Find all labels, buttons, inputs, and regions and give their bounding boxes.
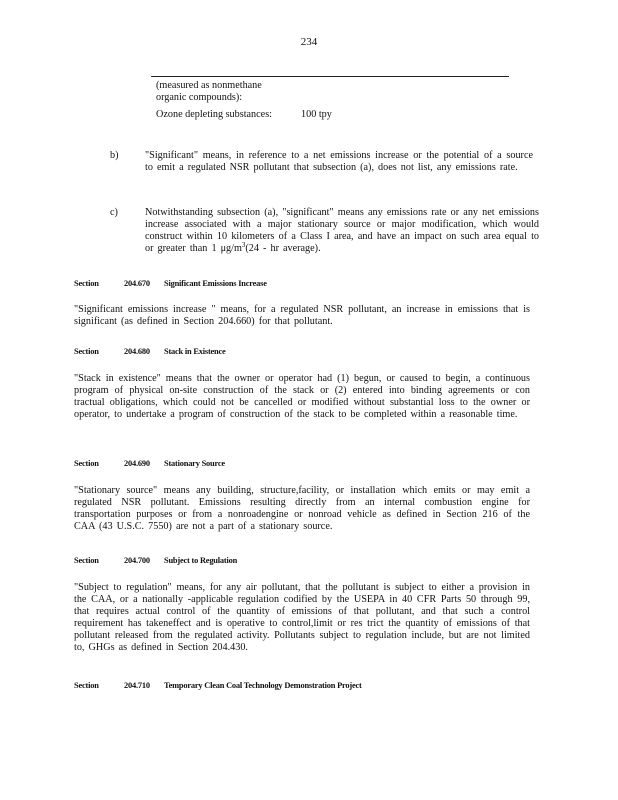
section-body: "Stack in existence" means that the owner or operator had (1) begun, or caused to begin, a continuous program of physical on-site construction of the stack or (2) entered into binding agreements or con tractual obligations, which could not be cancelled or modified without substantial loss to the owner or operator, to undertake a program of construction of the stack to be completed within a reasonable time. (74, 373, 530, 420)
section-number: 204.690 (124, 459, 150, 468)
section-heading (74, 458, 474, 470)
section-heading (74, 555, 474, 567)
section-body: "Subject to regulation" means, for any air pollutant, that the pollutant is subject to either a provision in the CAA, or a nationally -applicable regulation codified by the USEPA in 40 CFR Parts 50 through 99, that requires actual control of the quantity of emissions of that pollutant, and that such a control requirement has takeneffect and is operative to control,limit or res trict the quantity of emissions of that pollutant released from the regulated activity. Pollutants subject to regulation include, but are not limited to, GHGs as defined in Section 204.430. (74, 582, 530, 653)
section-word: Section (74, 681, 99, 690)
item-c-text-main: Notwithstanding subsection (a), "significant" means any emissions rate or any net emissions increase associated with a major stationary source or major modification, which would construct within 10 kilometers of a Class I area, and have an impact on such area equal to or greater than 1 μg/m (145, 207, 539, 254)
section-heading (74, 680, 474, 692)
item-c-superscript: 3 (241, 241, 246, 249)
section-heading (74, 278, 474, 290)
section-word: Section (74, 347, 99, 356)
item-b-text: "Significant" means, in reference to a net emissions increase or the potential of a source to emit a regulated NSR pollutant that subsection (a), does not list, any emissions rate. (145, 150, 533, 173)
table-rule (151, 76, 509, 77)
item-c-label: c) (110, 207, 118, 218)
section-title: Subject to Regulation (164, 556, 238, 565)
section-word: Section (74, 279, 99, 288)
item-c-text-tail: (24 - hr average). (245, 243, 321, 254)
section-title: Significant Emissions Increase (164, 279, 267, 288)
section-body: "Stationary source" means any building, structure,facility, or installation which emits or may emit a regulated NSR pollutant. Emissions resulting directly from an internal combustion engine for transportation purposes or from a nonroadengine or nonroad vehicle as defined in Section 216 of the CAA (43 U.S.C. 7550) are not a part of a stationary source. (74, 485, 530, 532)
page-number: 234 (300, 36, 318, 48)
section-number: 204.700 (124, 556, 150, 565)
section-heading (74, 346, 474, 358)
section-number: 204.680 (124, 347, 150, 356)
section-title: Stationary Source (164, 459, 225, 468)
section-title: Stack in Existence (164, 347, 226, 356)
item-c-text (145, 207, 539, 255)
section-number: 204.670 (124, 279, 150, 288)
section-word: Section (74, 459, 99, 468)
table-row-label: (measured as nonmethane organic compounds): (156, 80, 262, 103)
section-word: Section (74, 556, 99, 565)
section-title: Temporary Clean Coal Technology Demonstration Project (164, 681, 362, 690)
table-row-label: Ozone depleting substances: (156, 109, 272, 120)
table-row-value: 100 tpy (301, 109, 332, 120)
section-number: 204.710 (124, 681, 150, 690)
section-body: "Significant emissions increase " means, for a regulated NSR pollutant, an increase in emissions that is significant (as defined in Section 204.660) for that pollutant. (74, 304, 530, 327)
item-b-label: b) (110, 150, 119, 161)
